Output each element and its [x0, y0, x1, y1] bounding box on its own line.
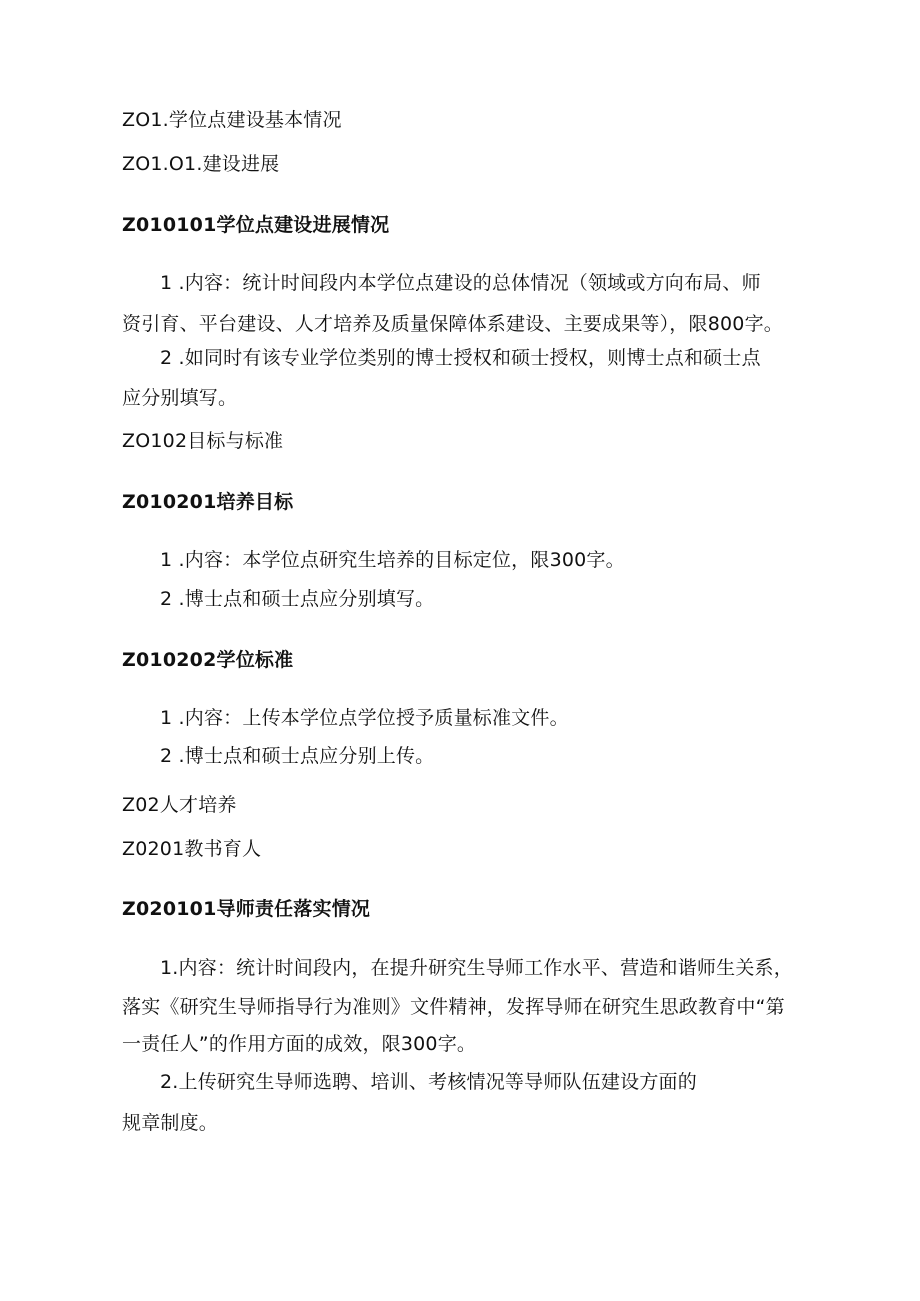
item-heading-z010202: Z010202学位标准: [122, 649, 294, 671]
paragraph-line: 资引育、平台建设、人才培养及质量保障体系建设、主要成果等），限800字。: [122, 313, 783, 335]
item-heading-z010201: Z010201培养目标: [122, 491, 294, 513]
paragraph-line: 应分别填写。: [122, 387, 238, 409]
paragraph-line: 1 .内容：统计时间段内本学位点建设的总体情况（领域或方向布局、师: [160, 272, 761, 294]
subsection-heading-z0201: Z0201教书育人: [122, 838, 262, 860]
paragraph-line: 1 .内容：本学位点研究生培养的目标定位，限300字。: [160, 549, 625, 571]
item-heading-z010101: Z010101学位点建设进展情况: [122, 214, 390, 236]
paragraph-line: 2 .博士点和硕士点应分别上传。: [160, 745, 435, 767]
subsection-heading-z0102: ZO102目标与标准: [122, 430, 284, 452]
paragraph-line: 落实《研究生导师指导行为准则》文件精神，发挥导师在研究生思政教育中“第: [122, 996, 785, 1018]
item-heading-z020101: Z020101导师责任落实情况: [122, 898, 371, 920]
section-heading-z01: ZO1.学位点建设基本情况: [122, 109, 342, 131]
paragraph-line: 1.内容：统计时间段内，在提升研究生导师工作水平、营造和谐师生关系，: [160, 957, 793, 979]
paragraph-line: 2.上传研究生导师选聘、培训、考核情况等导师队伍建设方面的: [160, 1071, 697, 1093]
paragraph-line: 2 .如同时有该专业学位类别的博士授权和硕士授权，则博士点和硕士点: [160, 347, 761, 369]
paragraph-line: 一责任人”的作用方面的成效，限300字。: [122, 1033, 477, 1055]
subsection-heading-z0101: ZO1.O1.建设进展: [122, 153, 280, 175]
section-heading-z02: Z02人才培养: [122, 794, 237, 816]
paragraph-line: 1 .内容：上传本学位点学位授予质量标准文件。: [160, 707, 569, 729]
paragraph-line: 规章制度。: [122, 1112, 219, 1134]
paragraph-line: 2 .博士点和硕士点应分别填写。: [160, 588, 435, 610]
